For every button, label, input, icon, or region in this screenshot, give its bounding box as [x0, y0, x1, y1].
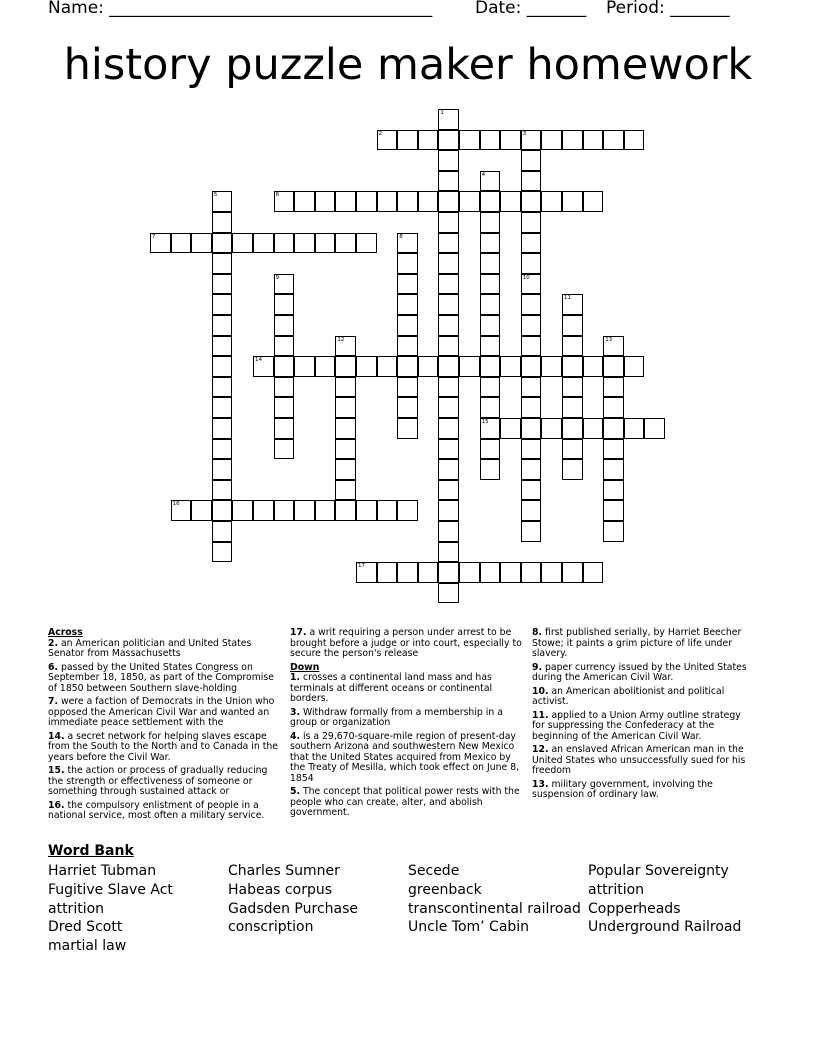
clue-number: 15 — [481, 419, 489, 425]
clue-number-label: 17. — [290, 627, 307, 638]
word-bank-item: attrition — [48, 900, 105, 917]
clue-number-label: 9. — [532, 661, 543, 673]
clue-text: the compulsory enlistment of people in a national service, most often a military service. — [48, 799, 265, 821]
clue-down — [532, 745, 754, 777]
word-bank-item: Dred Scott — [48, 919, 123, 936]
clue-number-label: 14. — [48, 730, 65, 742]
clue-number-label: 8. — [532, 627, 543, 638]
clue-number: 6 — [275, 192, 280, 199]
clue-number: 3 — [522, 130, 527, 137]
clues-column-2 — [290, 628, 523, 822]
clue-text: were a faction of Democrats in the Union who opposed the American Civil War and wanted an immediate peace settlement with the — [48, 696, 275, 728]
clue-across — [290, 628, 523, 660]
word-bank-item: Copperheads — [588, 900, 681, 917]
clue-number: 11 — [564, 295, 571, 302]
clue-number-label: 1. — [290, 672, 301, 683]
clue-text: Withdraw formally from a membership in a group or organization — [290, 706, 503, 728]
word-bank-item: Harriet Tubman — [48, 863, 157, 879]
clue-down — [532, 780, 754, 801]
page-title: history puzzle maker homework — [63, 40, 753, 90]
word-bank-item: martial law — [48, 938, 127, 955]
clues-column-1 — [48, 628, 280, 825]
clue-text: the action or process of gradually reducing the strength or effectiveness of someone or something through sustained attack or — [48, 765, 268, 797]
word-bank-item: Uncle Tom’ Cabin — [408, 919, 530, 936]
clue-number-label: 2. — [48, 637, 59, 649]
clue-number: 14 — [255, 357, 262, 364]
word-bank-item: Secede — [408, 863, 460, 879]
clue-number-label: 4. — [290, 730, 301, 742]
clue-text: is a 29,670-square-mile region of present-day southern Arizona and southwestern New Mexico that the United States acquired from Mexico by the Treaty of Mesilla, which took effect on June 8, 1854 — [290, 730, 520, 784]
word-bank-item: greenback — [408, 881, 482, 898]
clue-across — [48, 801, 280, 822]
clue-number-label: 7. — [48, 696, 59, 707]
clue-number-label: 6. — [48, 661, 59, 673]
word-bank-title: Word Bank — [48, 843, 134, 859]
clue-number-label: 5. — [290, 786, 301, 797]
clue-down — [532, 663, 754, 684]
word-bank-item: conscription — [228, 919, 314, 936]
clue-text: an American politician and United States Senator from Massachusetts — [48, 637, 252, 659]
clue-number: 1 — [440, 110, 444, 116]
clue-text: military government, involving the suspension of ordinary law. — [532, 778, 713, 800]
clue-number-label: 11. — [532, 709, 549, 721]
clue-down — [532, 687, 754, 708]
clue-number: 7 — [152, 233, 156, 240]
clue-down — [532, 711, 754, 743]
clue-text: first published serially, by Harriet Beecher Stowe; it paints a grim picture of life under slavery. — [532, 627, 742, 659]
clue-text: crosses a continental land mass and has terminals at different oceans or continental borders. — [290, 672, 493, 704]
word-bank-item: Charles Sumner — [228, 863, 340, 879]
clue-number-label: 12. — [532, 744, 549, 755]
clue-text: an enslaved African American man in the United States who unsuccessfully sued for his freedom — [532, 744, 746, 776]
clue-down — [290, 732, 523, 785]
clue-down — [532, 628, 754, 660]
clue-number: 10 — [522, 274, 530, 281]
clue-across — [48, 697, 280, 729]
word-bank-item: Habeas corpus — [228, 881, 333, 898]
word-bank-item: Popular Sovereignty — [588, 863, 729, 879]
clue-number: 4 — [481, 171, 486, 178]
clue-number-label: 15. — [48, 765, 65, 776]
clues-column-3 — [532, 628, 754, 804]
clue-across — [48, 639, 280, 660]
clue-number: 8 — [399, 233, 403, 240]
period-field[interactable]: Period: _______ — [606, 0, 730, 18]
clue-text: applied to a Union Army outline strategy for suppressing the Confederacy at the beginning of the American Civil War. — [532, 709, 741, 742]
clue-across — [48, 663, 280, 695]
date-field[interactable]: Date: _______ — [475, 0, 587, 18]
clue-number: 9 — [275, 274, 280, 281]
word-bank-item: Underground Railroad — [588, 919, 742, 936]
clue-number-label: 16. — [48, 799, 65, 811]
clue-across — [48, 732, 280, 764]
word-bank-item: Gadsden Purchase — [228, 900, 359, 917]
clue-number-label: 10. — [532, 685, 549, 697]
clue-text: paper currency issued by the United States during the American Civil War. — [532, 661, 747, 683]
clue-text: The concept that political power rests with the people who can create, alter, and abolish government. — [290, 786, 520, 818]
word-bank-item: transcontinental railroad — [408, 900, 581, 917]
clue-number: 16 — [172, 501, 180, 508]
across-heading: Across — [48, 627, 83, 638]
clue-text: passed by the United States Congress on September 18, 1850, as part of the Compromise of 1850 between Southern slave-holding — [48, 661, 274, 694]
down-heading: Down — [290, 661, 320, 673]
clue-number: 2 — [378, 130, 383, 137]
clue-down — [290, 787, 523, 819]
clue-down — [290, 708, 523, 729]
clue-number: 13 — [605, 336, 613, 343]
word-bank-item: attrition — [588, 881, 645, 898]
clue-text: a writ requiring a person under arrest to be brought before a judge or into court, especially to secure the person's release — [290, 627, 522, 659]
clue-number: 12 — [337, 336, 345, 343]
clue-number-label: 3. — [290, 706, 301, 718]
word-bank-item: Fugitive Slave Act — [48, 881, 173, 898]
clue-across — [48, 766, 280, 798]
clue-text: a secret network for helping slaves escape from the South to the North and to Canada in the years before the Civil War. — [48, 730, 278, 763]
clue-down — [290, 673, 523, 705]
name-field[interactable]: Name: ______________________________________ — [48, 0, 433, 18]
clue-number: 17 — [358, 563, 365, 570]
clue-number-label: 13. — [532, 778, 549, 790]
clue-text: an American abolitionist and political activist. — [532, 685, 725, 707]
clue-number: 5 — [213, 192, 218, 199]
